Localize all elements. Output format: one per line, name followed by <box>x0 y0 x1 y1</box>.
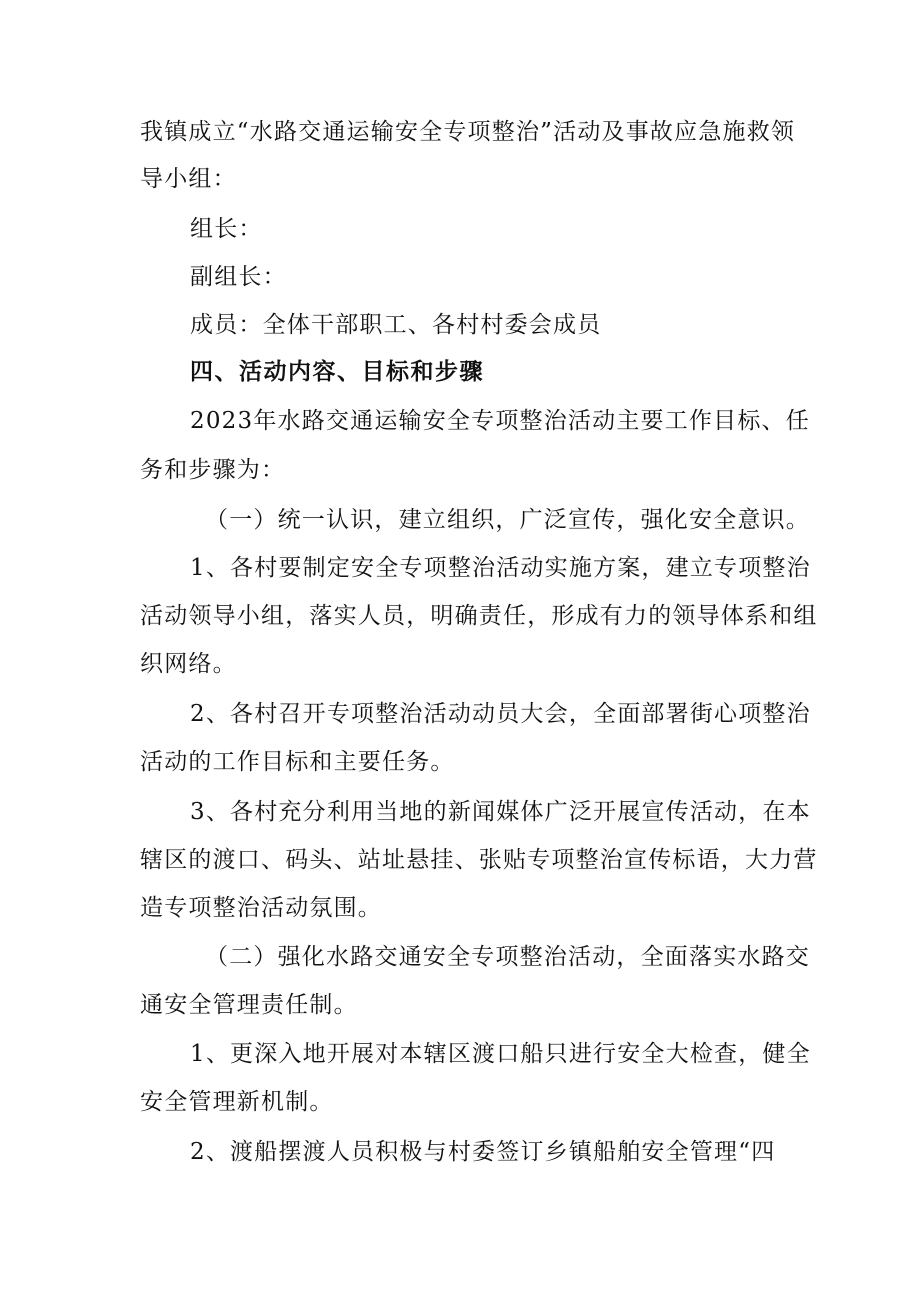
deputy-leader-label: 副组长： <box>190 264 287 290</box>
paragraph-line: 务和步骤为： <box>140 457 286 483</box>
paragraph-line: 2、各村召开专项整治活动动员大会，全面部署街心项整治 <box>190 701 811 727</box>
paragraph-line: 辖区的渡口、码头、站址悬挂、张贴专项整治宣传标语，大力营 <box>140 847 818 873</box>
paragraph-line: 造专项整治活动氛围。 <box>140 895 382 921</box>
paragraph-line: 安全管理新机制。 <box>140 1089 334 1115</box>
paragraph-line: 我镇成立“水路交通运输安全专项整治”活动及事故应急施救领 <box>140 119 796 145</box>
paragraph-line: 1、各村要制定安全专项整治活动实施方案，建立专项整治 <box>190 555 811 581</box>
paragraph-line: 活动的工作目标和主要任务。 <box>140 749 455 775</box>
paragraph-line: 2023年水路交通运输安全专项整治活动主要工作目标、任 <box>190 408 810 434</box>
group-leader-label: 组长： <box>190 216 263 242</box>
paragraph-line: 3、各村充分利用当地的新闻媒体广泛开展宣传活动，在本 <box>190 799 811 825</box>
subsection-heading: （二）强化水路交通安全专项整治活动，全面落实水路交 <box>205 944 810 970</box>
paragraph-line: 2、渡船摆渡人员积极与村委签订乡镇船舶安全管理“四 <box>190 1139 776 1165</box>
subsection-heading: （一）统一认识，建立组织，广泛宣传，强化安全意识。 <box>205 507 810 533</box>
paragraph-line: 活动领导小组，落实人员，明确责任，形成有力的领导体系和组 <box>140 603 818 629</box>
paragraph-line: 1、更深入地开展对本辖区渡口船只进行安全大检查，健全 <box>190 1041 811 1067</box>
paragraph-line: 通安全管理责任制。 <box>140 992 358 1018</box>
section-heading: 四、活动内容、目标和步骤 <box>190 359 484 385</box>
paragraph-line: 织网络。 <box>140 651 237 677</box>
members-line: 成员：全体干部职工、各村村委会成员 <box>190 312 602 338</box>
paragraph-line: 导小组： <box>140 166 237 192</box>
